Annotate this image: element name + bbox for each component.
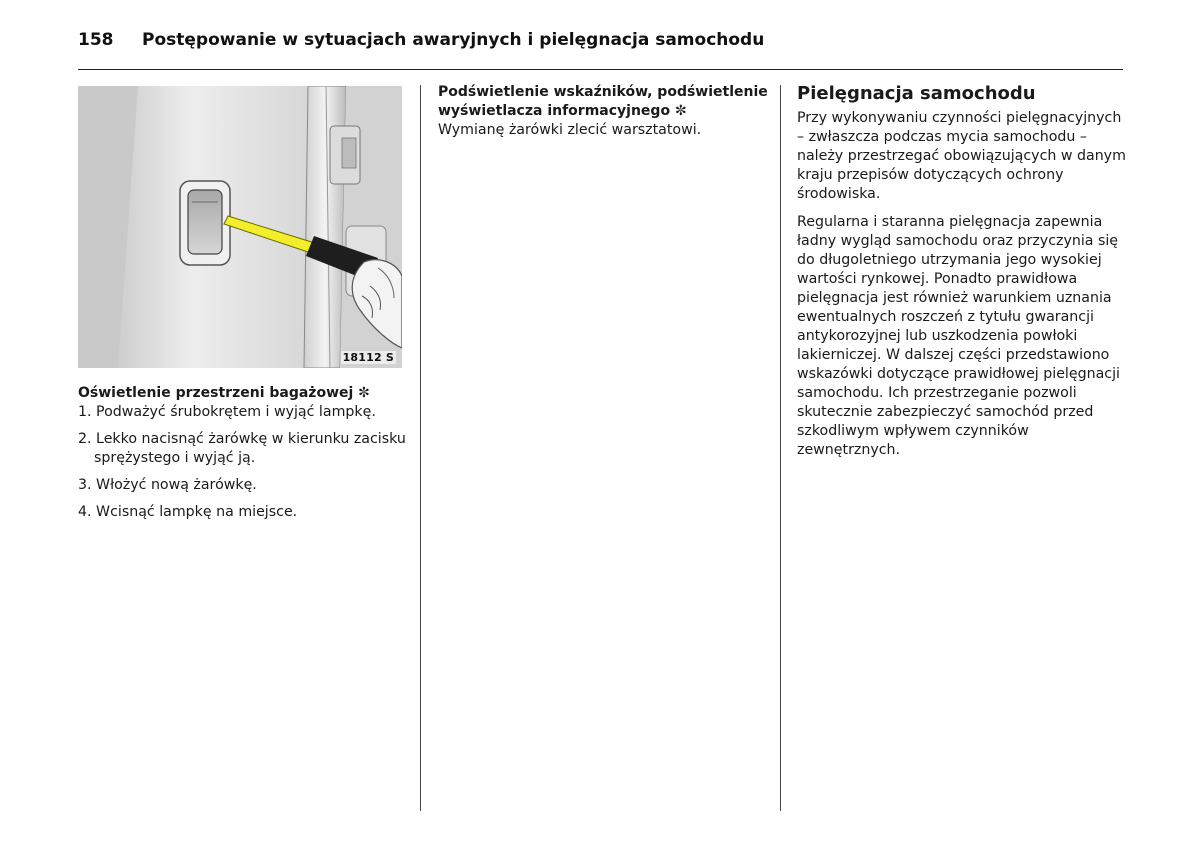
step-item: 3. Włożyć nową żarówkę.	[78, 477, 257, 493]
section-title: Pielęgnacja samochodu	[797, 83, 1036, 104]
body-paragraph: Regularna i staranna pielęgnacja zapewnia ładny wygląd samochodu oraz przyczynia się do długoletniego utrzymania jego wysokiej wartości rynkowej. Ponadto prawidłowa pielęgnacja jest również warunkiem uznania ewentualnych roszczeń z tytułu gwarancji antykorozyjnej lub uszkodzenia powłoki lakierniczej. W dalszej części przedstawiono wskazówki dotyczące prawidłowej pielęgnacji samochodu. Ich przestrzeganie pozwoli skutecznie zabezpieczyć samochód przed szkodliwym wpływem czynników zewnętrznych.	[797, 214, 1120, 458]
page-header	[78, 30, 764, 50]
figure-label: 18112 S	[342, 351, 394, 364]
trunk-lamp-illustration	[78, 86, 402, 368]
column-divider	[780, 85, 781, 811]
step-item: 2. Lekko nacisnąć żarówkę w kierunku zacisku sprężystego i wyjąć ją.	[78, 431, 406, 466]
header-rule	[78, 69, 1123, 70]
body-paragraph: Przy wykonywaniu czynności pielęgnacyjnych – zwłaszcza podczas mycia samochodu – należy przestrzegać obowiązujących w danym kraju przepisów dotyczących ochrony środowiska.	[797, 110, 1126, 202]
page-title: Postępowanie w sytuacjach awaryjnych i pielęgnacja samochodu	[142, 30, 765, 50]
trunk-light-section	[78, 384, 410, 522]
step-item: 4. Wcisnąć lampkę na miejsce.	[78, 504, 298, 520]
column-divider	[420, 85, 421, 811]
step-item: 1. Podważyć śrubokrętem i wyjąć lampkę.	[78, 404, 376, 420]
section-heading: Oświetlenie przestrzeni bagażowej ✼	[78, 385, 370, 401]
body-text: Wymianę żarówki zlecić warsztatowi.	[438, 122, 702, 138]
section-heading: Podświetlenie wskaźników, podświetlenie wyświetlacza informacyjnego ✼	[438, 84, 768, 119]
car-care-section	[797, 83, 1127, 460]
instrument-lighting-section	[438, 83, 768, 140]
page-number: 158	[78, 30, 114, 50]
screwdriver-lamp-drawing	[78, 86, 402, 368]
